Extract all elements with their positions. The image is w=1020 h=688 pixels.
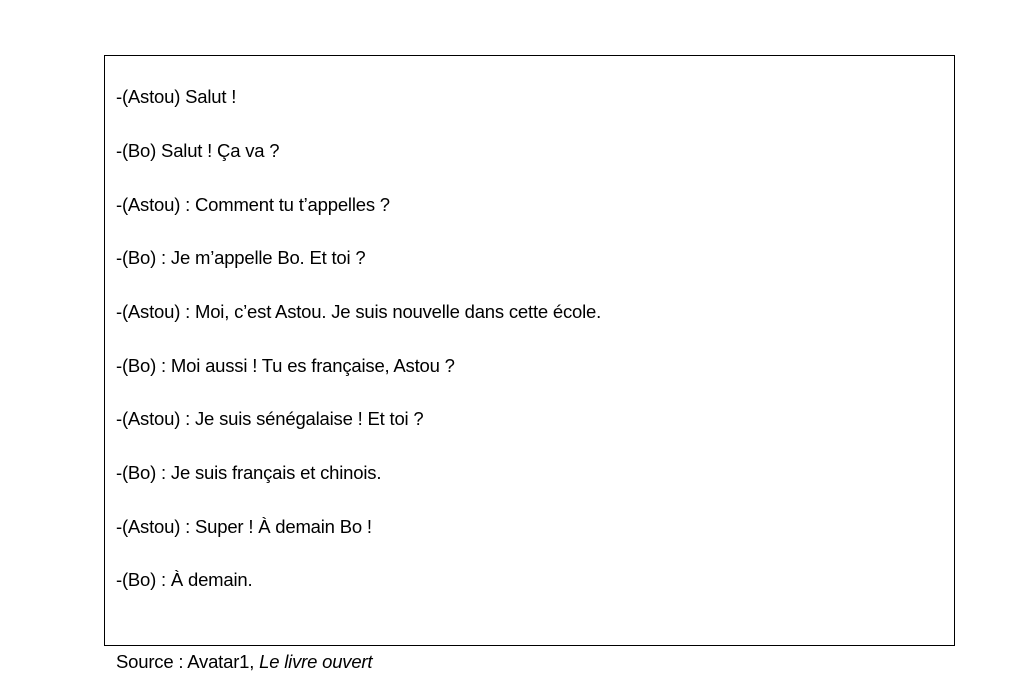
source-title: Le livre ouvert xyxy=(259,651,373,672)
dialogue-line-1: -(Astou) Salut ! xyxy=(116,86,237,107)
dialogue-line-4: -(Bo) : Je m’appelle Bo. Et toi ? xyxy=(116,247,366,268)
dialogue-line-8: -(Bo) : Je suis français et chinois. xyxy=(116,462,382,483)
dialogue-line-7: -(Astou) : Je suis sénégalaise ! Et toi ? xyxy=(116,408,424,429)
dialogue-line-9: -(Astou) : Super ! À demain Bo ! xyxy=(116,516,372,537)
source-prefix: Source : Avatar1, xyxy=(116,651,260,672)
source-citation xyxy=(116,651,372,673)
dialogue-line-6: -(Bo) : Moi aussi ! Tu es française, Astou ? xyxy=(116,355,455,376)
dialogue-line-2: -(Bo) Salut ! Ça va ? xyxy=(116,140,280,161)
dialogue-line-10: -(Bo) : À demain. xyxy=(116,569,253,590)
dialogue-box xyxy=(104,55,955,646)
dialogue-line-5: -(Astou) : Moi, c’est Astou. Je suis nouvelle dans cette école. xyxy=(116,301,602,322)
dialogue-line-3: -(Astou) : Comment tu t’appelles ? xyxy=(116,194,390,215)
